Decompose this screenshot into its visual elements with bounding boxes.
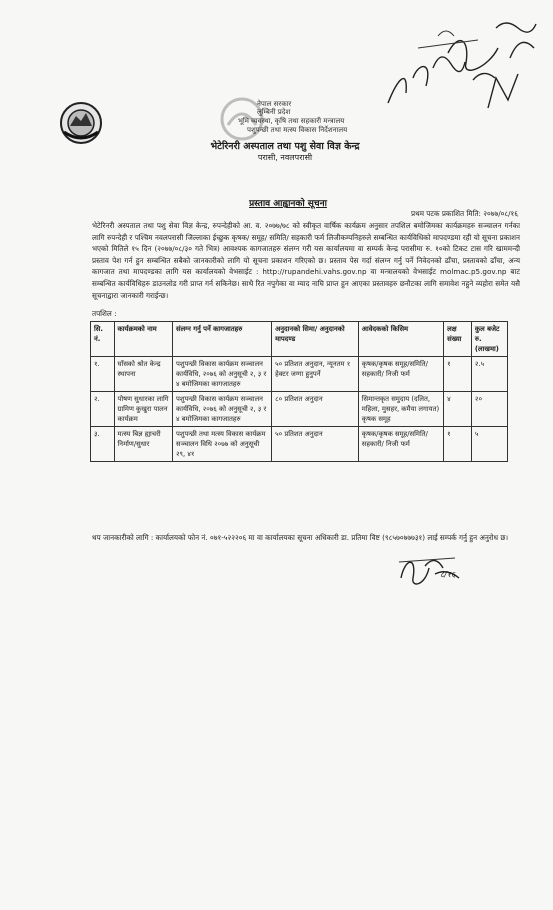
nepal-emblem-icon xyxy=(58,100,104,146)
cell-target: १ xyxy=(444,357,472,392)
cell-budget: ५ xyxy=(471,427,507,462)
publication-date: प्रथम पटक प्रकाशित मिति: २०७७/०८/१६ xyxy=(411,209,518,218)
cell-applicant: सिमान्तकृत समुदाय (दलित, महिला, मुसहर, कमैया लगायत) कृषक समूह xyxy=(358,392,443,427)
office-name: भेटेरिनरी अस्पताल तथा पशु सेवा विज्ञ केन्द्र xyxy=(210,141,360,152)
table-header-row xyxy=(91,322,508,357)
cell-documents: पशुपन्छी विकास कार्यक्रम सञ्चालन कार्यविधि, २०७६ को अनुसूची २, ३ र ४ बमोजिमका कागजातहरु xyxy=(172,392,271,427)
cell-budget: २.५ xyxy=(471,357,507,392)
col-applicant: आवेदकको किसिम xyxy=(358,322,443,357)
cell-grant: ८० प्रतिशत अनुदान xyxy=(272,392,359,427)
cell-target: ४ xyxy=(444,392,472,427)
program-table xyxy=(90,321,508,462)
cell-serial: १. xyxy=(91,357,115,392)
header-government: नेपाल सरकार xyxy=(257,100,292,108)
cell-grant: ५० प्रतिशत अनुदान xyxy=(272,427,359,462)
col-budget: कुल बजेट रु. (लाखमा) xyxy=(471,322,507,357)
table-row xyxy=(91,392,508,427)
cell-target: १ xyxy=(444,427,472,462)
table-caption: तपशिल : xyxy=(92,309,117,318)
col-program: कार्यक्रमको नाम xyxy=(114,322,172,357)
cell-applicant: कृषक/कृषक समूह/समिति/ सहकारी/ निजी फर्म xyxy=(358,357,443,392)
office-place: परासी, नवलपरासी xyxy=(257,153,313,162)
cell-applicant: कृषक/कृषक समूह/समिति/ सहकारी/ निजी फर्म xyxy=(358,427,443,462)
cell-budget: २० xyxy=(471,392,507,427)
col-target: लक्ष संख्या xyxy=(444,322,472,357)
table-row xyxy=(91,427,508,462)
cell-documents: पशुपन्छी विकास कार्यक्रम सञ्चालन कार्यविधि, २०७६ को अनुसूची २, ३ र ४ बमोजिमका कागजातहरु xyxy=(172,357,271,392)
cell-serial: २. xyxy=(91,392,115,427)
col-grant: अनुदानको सिमा/ अनुदानको मापदण्ड xyxy=(272,322,359,357)
notice-title: प्रस्ताव आह्वानको सूचना xyxy=(249,199,327,209)
col-documents: संलग्न गर्नु पर्ने कागजातहरु xyxy=(172,322,271,357)
table-row xyxy=(91,357,508,392)
header-province: लुम्बिनी प्रदेश xyxy=(257,108,291,116)
signature-date: ८/१६ xyxy=(440,570,456,579)
contact-info: थप जानकारीको लागि : कार्यालयको फोन नं. ०७१-५२२२०६ मा वा कार्यालयका सूचना अधिकारी डा. प्रतिमा विष्ट (९८५७०७७७३१) लाई सम्पर्क गर्नु हुन अनुरोध छ। xyxy=(92,533,509,542)
header-directorate: पशुपन्छी तथा मत्स्य विकास निर्देशनालय xyxy=(247,126,348,134)
cell-grant: ५० प्रतिशत अनुदान, न्यूनतम १ हेक्टर जग्गा हुनुपर्ने xyxy=(272,357,359,392)
col-serial: सि. नं. xyxy=(91,322,115,357)
cell-documents: पशुपन्छी तथा मत्स्य विकास कार्यक्रम सञ्चालन विधि २०७७ को अनुसूची २९, ४१ xyxy=(172,427,271,462)
cell-program: पोषण सुधारका लागि ग्रामिण कुखुरा पालन कार्यक्रम xyxy=(114,392,172,427)
cell-serial: ३. xyxy=(91,427,115,462)
cell-program: मत्स्य बिज्ञ ह्याचरी निर्माण/सुधार xyxy=(114,427,172,462)
notice-body: भेटेरिनरी अस्पताल तथा पशु सेवा विज्ञ केन्द्र, रुपन्देहीको आ. व. २०७७/७८ को स्वीकृत वार्षिक कार्यक्रम अनुसार तपशिल बमोजिमका कार्यक्रमहरु सञ्चालन गर्नका लागि रुपन्देही र पश्चिम नवलपरासी जिल्लाका ईच्छुक कृषक/ समूह/ समिति/ सहकारी फर्म लिजीकम्पनिहरुले सम्बन्धित कार्यविधिको मापदण्डमा रही यो सूचना प्रकाशन भएको मितिले १५ दिन (२०७७/०८/३० गते भित्र) आवश्यक कागजातहरु संलग्न गरी यस कार्यालयमा वा सम्पर्क केन्द्र परासीमा रु. १०को टिकट टास गरि खाममन्दी प्रस्ताव पेश गर्न हुन सम्बन्धित सबैको जानकारीको लागि यो सूचना प्रकाशन गरिएको छ। प्रस्ताव पेस गर्दा संलग्न गर्नु पर्ने निवेदनको ढाँचा, प्रस्तावको ढाँचा, अन्य कागजात तथा मापदण्डका लागि यस कार्यालयको वेभसाईट : http://rupandehi.vahs.gov.np वा मन्त्रालयको वेभसाईट molmac.p5.gov.np बाट सम्बन्धित कार्यविधिहरु डाउनलोड गरी प्राप्त गर्न सकिनेछ। साथै रित नपुगेका वा म्याद नाघि प्राप्त हुन आएका प्रस्तावहरु छनौटका लागि समावेश नहुने व्यहोरा समेत यसै सूचनाद्वारा जानकारी गराईन्छ। xyxy=(92,221,520,300)
cell-program: घाँसको श्रोत केन्द्र स्थापना xyxy=(114,357,172,392)
handwritten-signature-bottom xyxy=(395,548,475,593)
header-ministry: भूमि व्यवस्था, कृषि तथा सहकारी मन्त्रालय xyxy=(238,117,345,125)
